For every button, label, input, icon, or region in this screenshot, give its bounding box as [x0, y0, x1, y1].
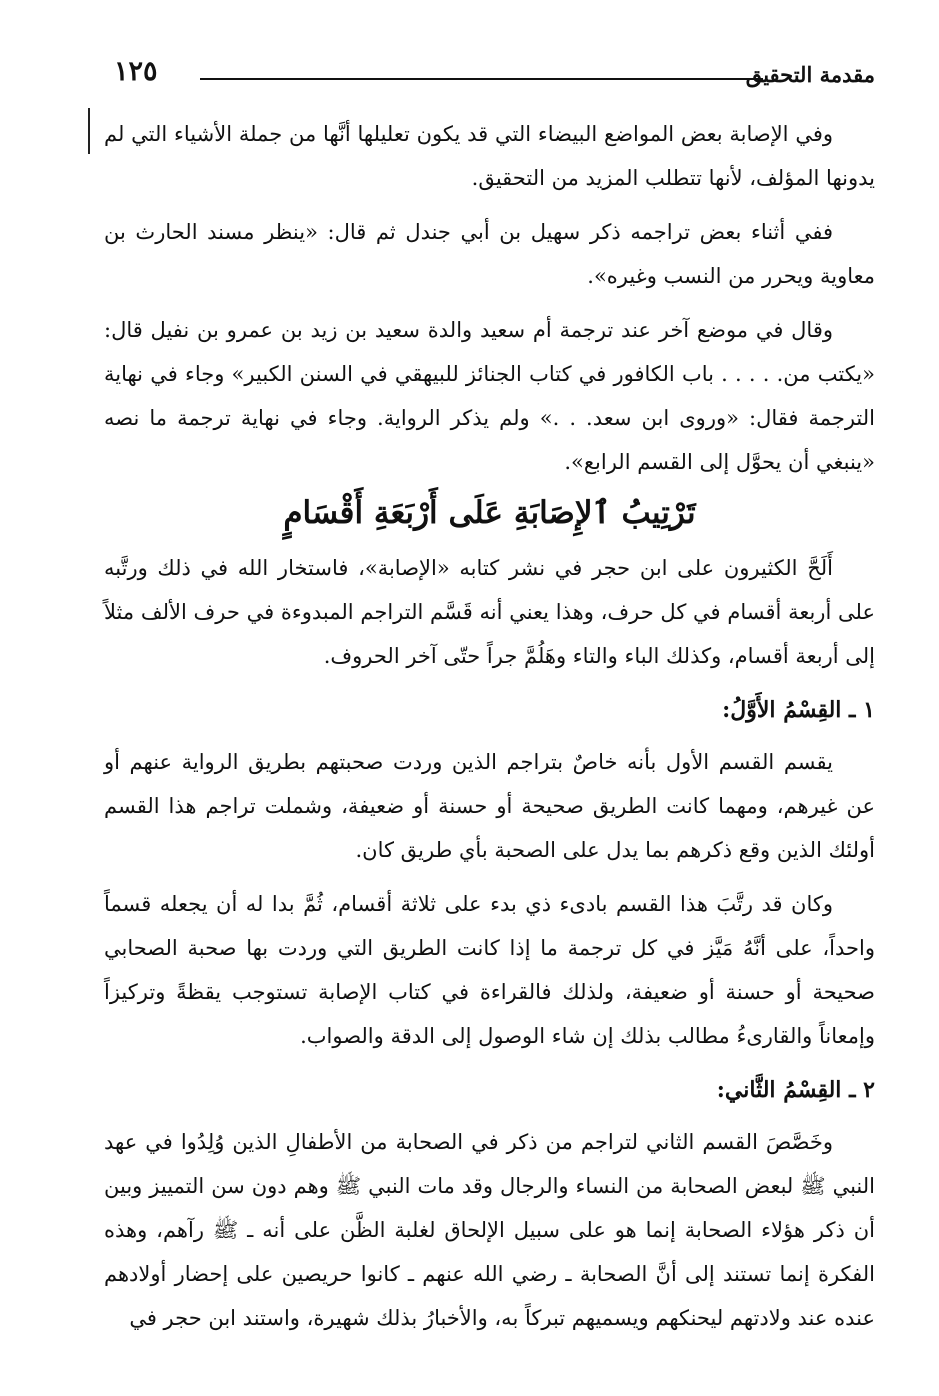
margin-mark: [88, 108, 90, 154]
header-rule: [200, 78, 763, 80]
paragraph-white-spots: وفي الإصابة بعض المواضع البيضاء التي قد يكون تعليلها أنَّها من جملة الأشياء التي لم يدونها المؤلف، لأنها تتطلب المزيد من التحقيق.: [104, 122, 875, 190]
paragraph-section-1-order: وكان قد رتَّبَ هذا القسم بادىء ذي بدء على ثلاثة أقسام، ثُمَّ بدا له أن يجعله قسماً واحداً، على أنَّهُ مَيَّز في كل ترجمة ما إذا كانت الطريق التي وردت بها صحبة الصحابي صحيحة أو حسنة أو ضعيفة، ولذلك فالقراءة في كتاب الإصابة تستوجب يقظةً وتركيزاً وإمعاناً والقارىءُ مطالب بذلك إن شاء الوصول إلى الدقة والصواب.: [104, 892, 875, 1048]
section-1-heading: ١ ـ القِسْمُ الأَوَّلُ:: [722, 697, 875, 723]
running-header: [108, 56, 875, 96]
section-2-heading: ٢ ـ القِسْمُ الثَّاني:: [716, 1077, 875, 1103]
page-number: ١٢٥: [114, 56, 158, 87]
paragraph-section-1: يقسم القسم الأول بأنه خاصٌ بتراجم الذين وردت صحبتهم بطريق الرواية عنهم أو عن غيرهم، ومهما كانت الطريق صحيحة أو حسنة أو ضعيفة، وشملت تراجم هذا القسم أولئك الذين وقع ذكرهم بما يدل على الصحبة بأي طريق كان.: [104, 750, 875, 862]
paragraph-umm-said-example: وقال في موضع آخر عند ترجمة أم سعيد والدة سعيد بن زيد بن عمرو بن نفيل قال: «يكتب من. . . . . باب الكافور في كتاب الجنائز للبيهقي في السنن الكبير» وجاء في نهاية الترجمة فقال: «وروى ابن سعد. . .» ولم يذكر الرواية. وجاء في نهاية ترجمة ما نصه «ينبغي أن يحوَّل إلى القسم الرابع».: [104, 318, 875, 474]
body-text: [104, 112, 875, 1350]
paragraph-section-2: وخَصَّصَ القسم الثاني لتراجم من ذكر في الصحابة من الأطفالِ الذين وُلِدُوا في عهد النبي ﷺ لبعض الصحابة من النساء والرجال وقد مات النبي ﷺ وهم دون سن التمييز وبين أن ذكر هؤلاء الصحابة إنما هو على سبيل الإلحاق لغلبة الظَّن على أنه ـ ﷺ رآهم، وهذه الفكرة إنما تستند إلى أنَّ الصحابة ـ رضي الله عنهم ـ كانوا حريصين على إحضار أولادهم عنده عند ولادتهم ليحنكهم ويسميهم تبركاً به، والأخبارُ بذلك شهيرة، واستند ابن حجر في: [104, 1130, 875, 1330]
paragraph-suhail-example: ففي أثناء بعض تراجمه ذكر سهيل بن أبي جندل ثم قال: «ينظر مسند الحارث بن معاوية ويحرر من النسب وغيره».: [104, 220, 875, 288]
paragraph-four-sections: أَلَحَّ الكثيرون على ابن حجر في نشر كتابه «الإصابة»، فاستخار الله في ذلك ورتَّبه على أربعة أقسام في كل حرف، وهذا يعني أنه قَسَّم التراجم المبدوءة في حرف الألف مثلاً إلى أربعة أقسام، وكذلك الباء والتاء وهَلُمَّ جراً حتّى آخر الحروف.: [104, 556, 876, 668]
main-heading: تَرْتِيبُ ٱلإِصَابَةِ عَلَى أَرْبَعَةِ أَقْسَامٍ: [283, 495, 696, 531]
header-title: مقدمة التحقيق: [745, 62, 875, 87]
